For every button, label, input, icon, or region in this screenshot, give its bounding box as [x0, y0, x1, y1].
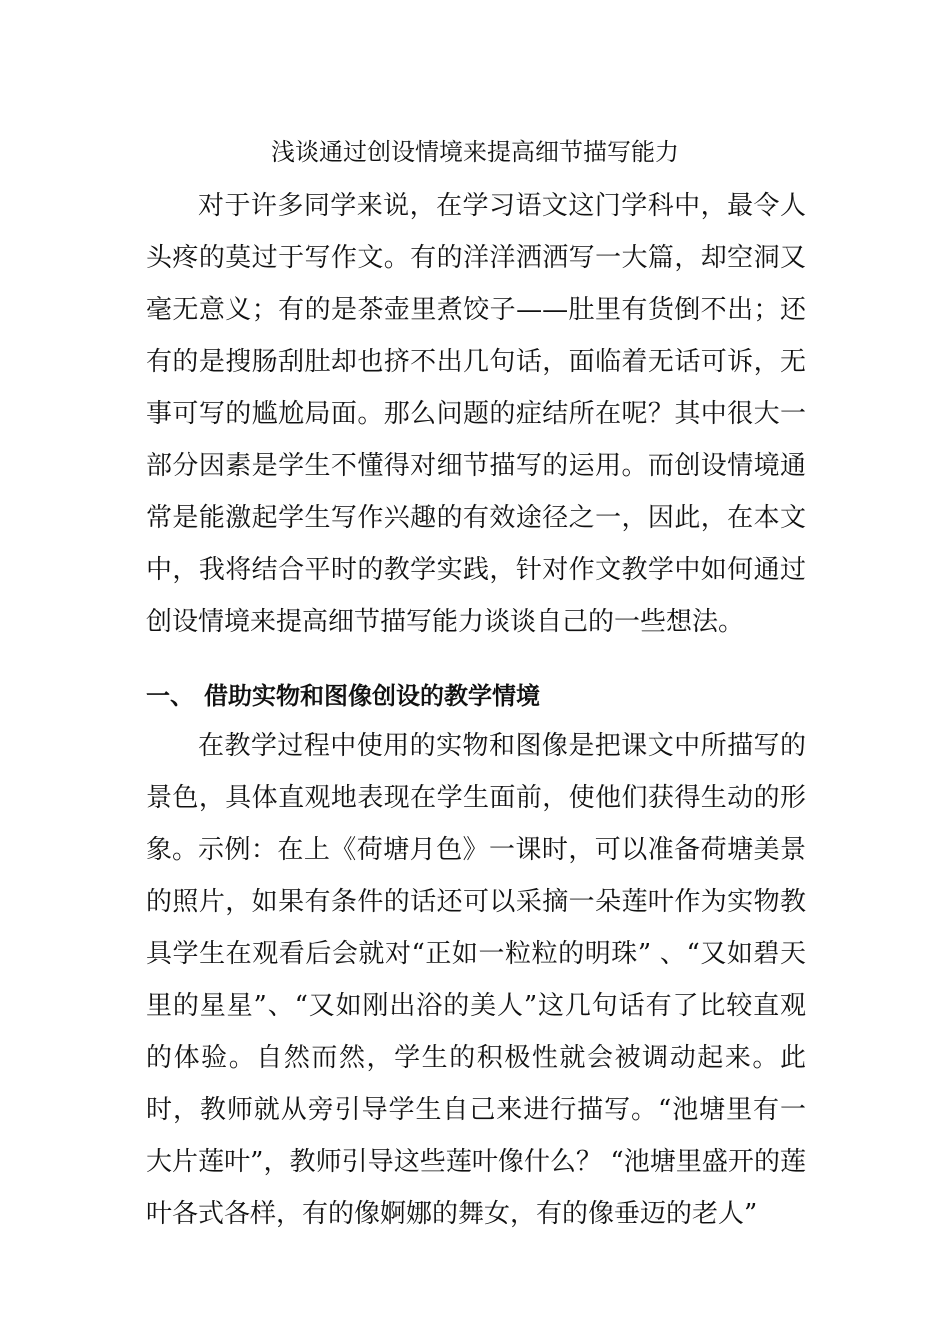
section-heading [146, 676, 806, 716]
section-number: 一、 [146, 681, 194, 710]
document-title: 浅谈通过创设情境来提高细节描写能力 [271, 138, 679, 166]
section-paragraph-1: 在教学过程中使用的实物和图像是把课文中所描写的景色，具体直观地表现在学生面前，使他们获得生动的形象。 [146, 731, 806, 865]
intro-paragraph: 对于许多同学来说，在学习语文这门学科中，最令人头疼的莫过于写作文。有的洋洋洒洒写一大篇，却空洞又毫无意义；有的是茶壶里煮饺子——肚里有货倒不出；还有的是搜肠刮肚却也挤不出几句话，面临着无话可诉，无事可写的尴尬局面。那么问题的症结所在呢？其中很大一部分因素是学生不懂得对细节描写的运用。而创设情境通常是能激起学生写作兴趣的有效途径之一，因此，在本文中，我将结合平时的教学实践，针对作文教学中如何通过创设情境来提高细节描写能力谈谈自己的一些想法。 [146, 191, 806, 637]
section-heading-text: 借助实物和图像创设的教学情境 [204, 681, 540, 710]
section-paragraph-2: 示例：在上《荷塘月色》一课时，可以准备荷塘美景的照片，如果有条件的话还可以采摘一朵莲叶作为实物教具学生在观看后会就对“正如一粒粒的明珠” 、“又如碧天里的星星”、“又如刚出浴的美人”这几句话有了比较直观的体验。自然而然，学生的积极性就会被调动起来。此时，教师就从旁引导学生自己来进行描写。“池塘里有一大片莲叶”，教师引导这些莲叶像什么？ “池塘里盛开的莲叶各式各样，有的像婀娜的舞女，有的像垂迈的老人” [146, 835, 806, 1229]
